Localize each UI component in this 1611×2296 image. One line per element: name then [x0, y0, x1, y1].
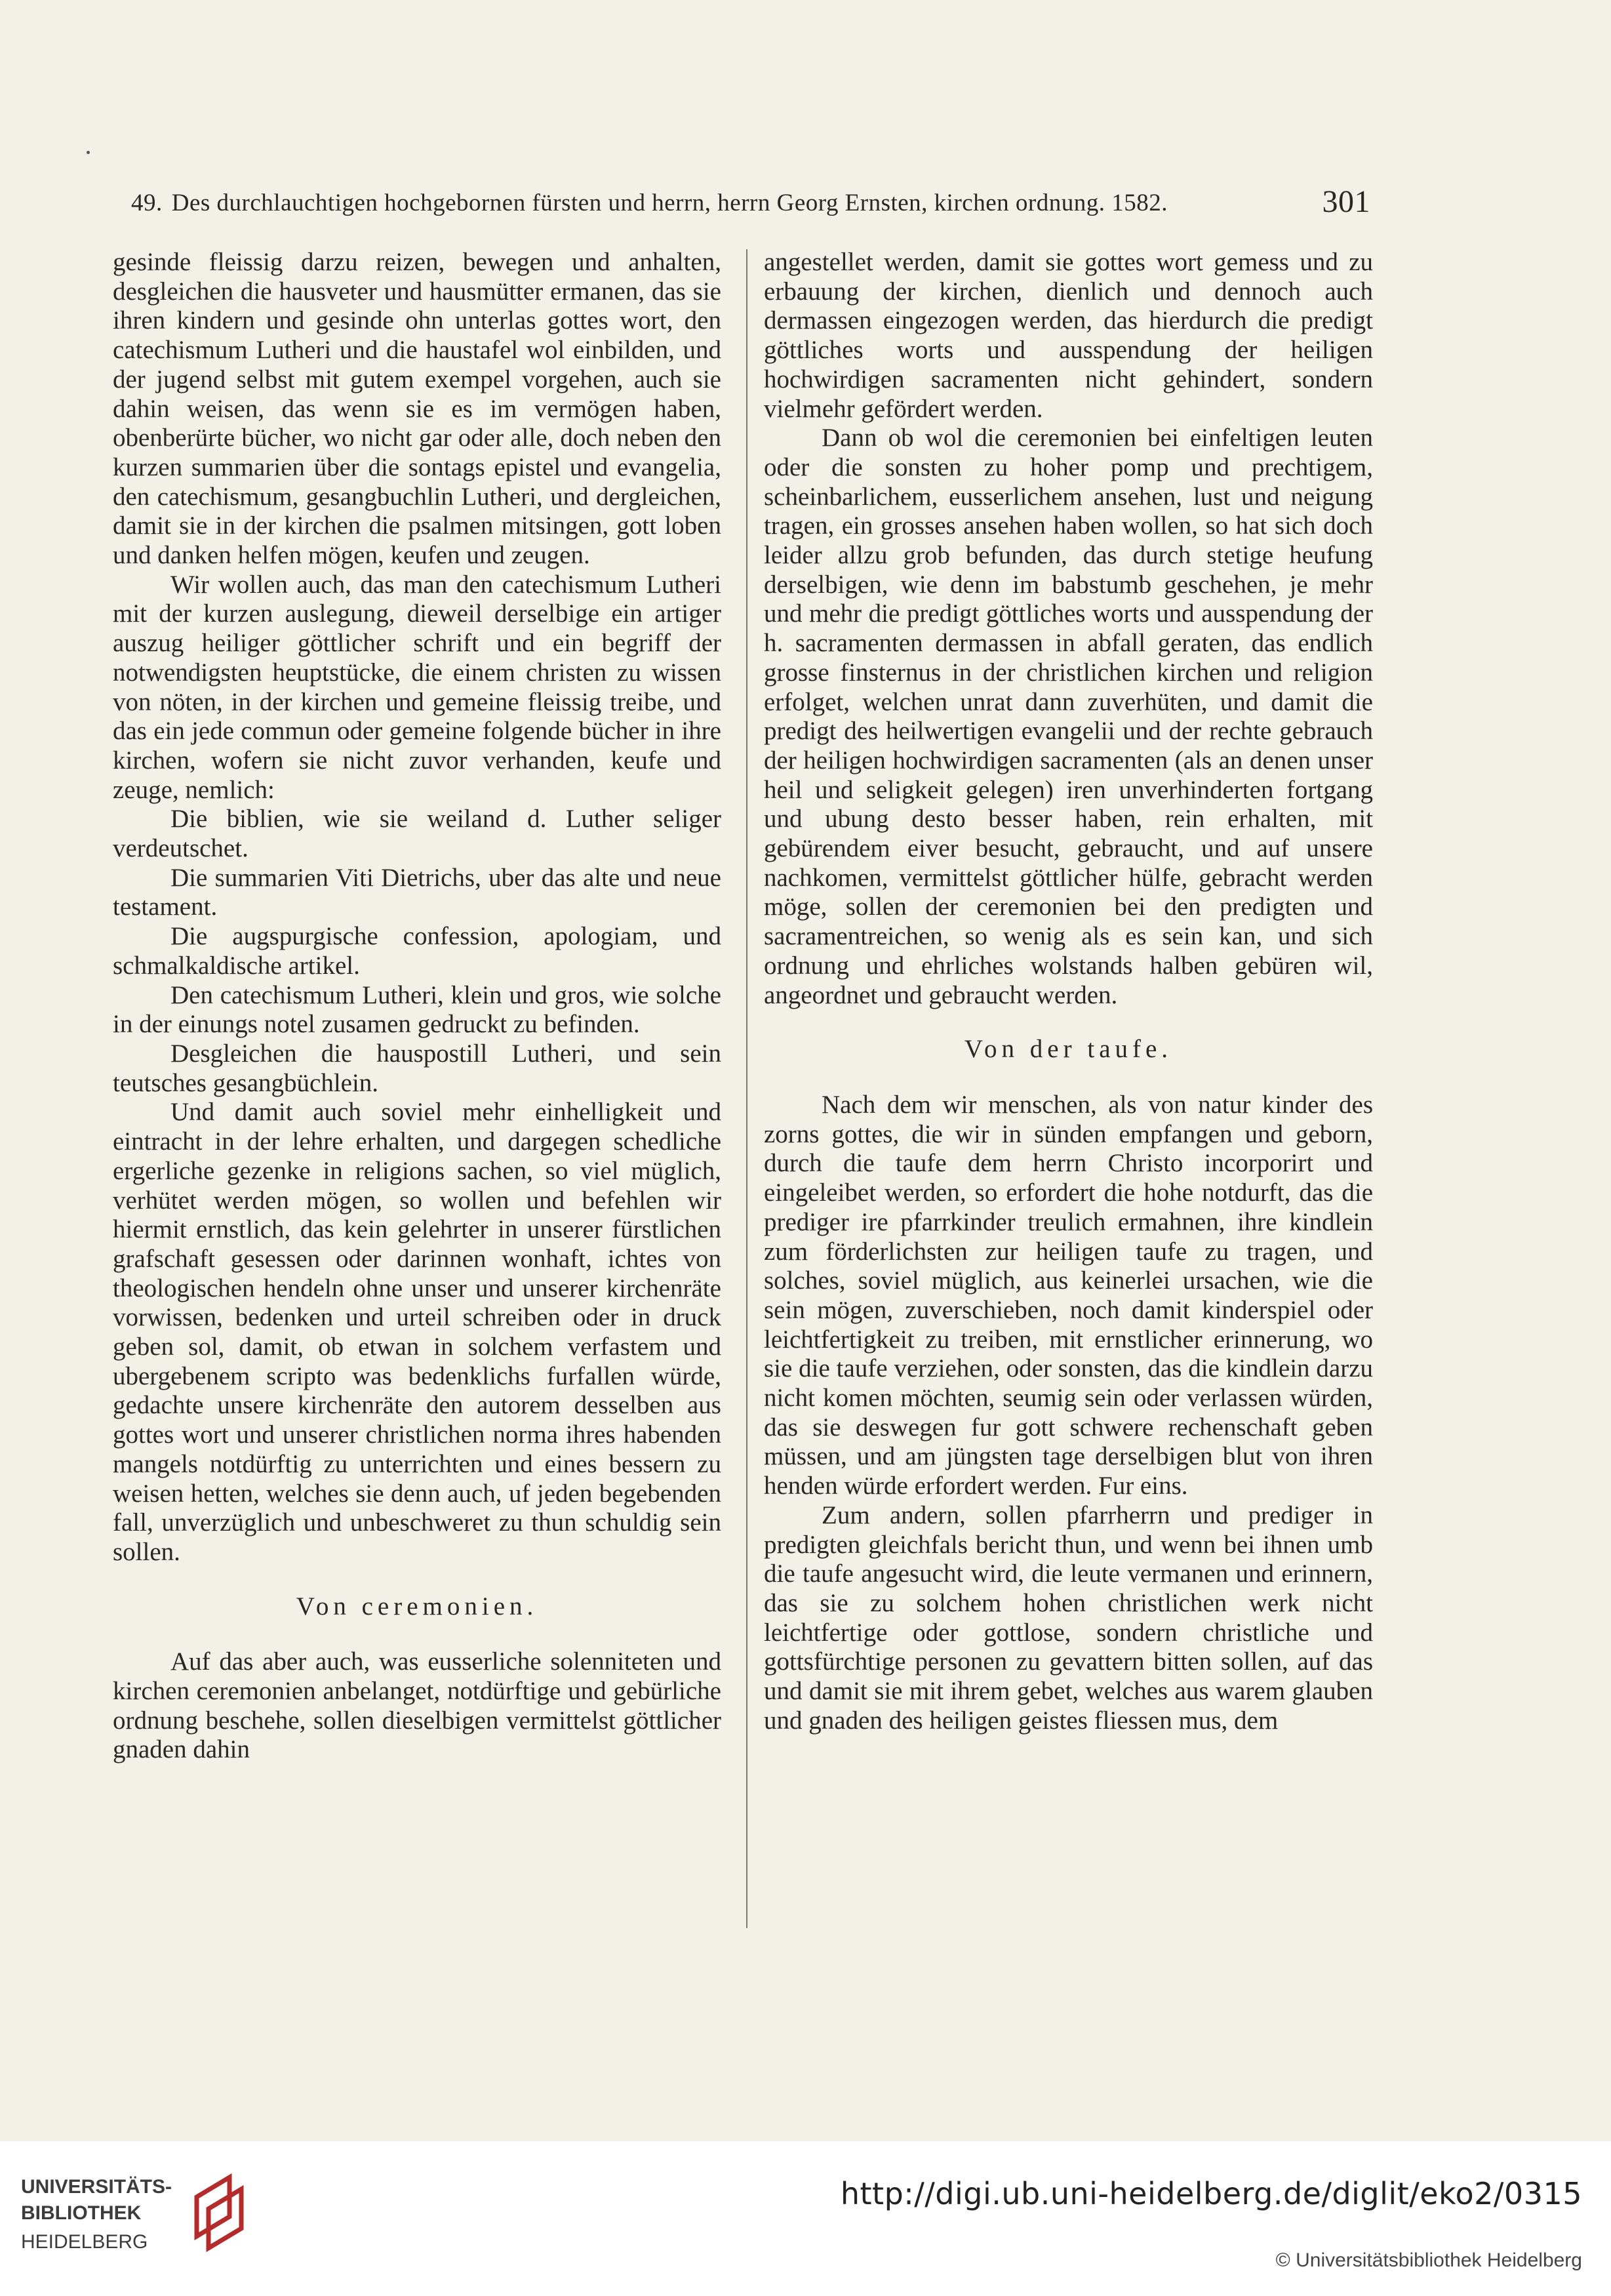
header-number: 49. [131, 190, 163, 216]
header-title: Des durchlauchtigen hochgebornen fürsten und herrn, herrn Georg Ernsten, kirchen ordnung. 1582. [171, 190, 1168, 216]
paragraph: Die biblien, wie sie weiland d. Luther seliger verdeutschet. [113, 805, 721, 863]
logo-line-3: HEIDELBERG [21, 2231, 148, 2253]
library-seal-icon [190, 2171, 248, 2263]
column-divider [746, 249, 747, 1928]
logo-line-1: UNIVERSITÄTS- [21, 2176, 172, 2198]
paragraph: Den catechismum Lutheri, klein und gros, wie solche in der einungs notel zusamen gedruckt zu befinden. [113, 980, 721, 1039]
paragraph: Und damit auch soviel mehr einhelligkeit und eintracht in der lehre erhalten, und dargegen schedliche ergerliche gezenke in religions sachen, so viel müglich, verhütet werden mögen, so wollen und befehlen wir hiermit ernstlich, das kein gelehrter in unserer fürstlichen grafschaft gesessen oder darinnen wonhaft, ichtes von theologischen hendeln ohne unser und unserer kirchenräte vorwissen, bedenken und urteil schreiben oder in druck geben sol, damit, ob etwan in solchem verfastem und ubergebenem scripto was bedenklichs furfallen würde, gedachte unsere kirchenräte den autorem desselben aus gottes wort und unserer christlichen norma ihres habenden mangels notdürftig zu unterrichten und eines bessern zu weisen hetten, welches sie denn auch, uf jeden begebenden fall, unverzüglich und unbeschweret zu thun schuldig sein sollen. [113, 1098, 721, 1566]
paragraph: Desgleichen die hauspostill Lutheri, und sein teutsches gesangbüchlein. [113, 1039, 721, 1097]
scan-speck [87, 151, 90, 154]
paragraph: Nach dem wir menschen, als von natur kinder des zorns gottes, die wir in sünden empfangen und geborn, durch die taufe dem herrn Christo incorporirt und eingeleibet werden, so erfordert die hohe notdurft, das die prediger ire pfarrkinder treulich ermahnen, ihre kindlein zum förderlichsten zur heiligen taufe zu tragen, und solches, soviel müglich, aus keinerlei ursachen, wie die sein mögen, zuverschieben, noch damit kinderspiel oder leichtfertigkeit zu treiben, mit ernstlicher erinnerung, wo sie die taufe verziehen, oder sonsten, das die kindlein darzu nicht komen möchten, seumig sein oder verlassen würden, das sie deswegen fur gott schwere rechenschaft geben müssen, und am jüngsten tage derselbigen blut von ihren henden würde erfordert werden. Fur eins. [764, 1090, 1373, 1500]
paragraph: gesinde fleissig darzu reizen, bewegen und anhalten, desgleichen die hausveter und hausmütter ermanen, das sie ihren kindern und gesinde ohn unterlas gottes wort, den catechismum Lutheri und die haustafel wol einbilden, und der jugend selbst mit gutem exempel vorgehen, auch sie dahin weisen, das wenn sie es im vermögen haben, obenberürte bücher, wo nicht gar oder alle, doch neben den kurzen summarien über die sontags epistel und evangelia, den catechismum, gesangbuchlin Lutheri, und dergleichen, damit sie in der kirchen die psalmen mitsingen, gott loben und danken helfen mögen, keufen und zeugen. [113, 248, 721, 570]
right-column [764, 248, 1373, 1735]
logo-line-2: BIBLIOTHEK [21, 2202, 142, 2224]
left-column [113, 248, 721, 1765]
page-number: 301 [1322, 184, 1370, 219]
paragraph: Auf das aber auch, was eusserliche solenniteten und kirchen ceremonien anbelanget, notdürftige und gebürliche ordnung beschehe, sollen dieselbigen vermittelst göttlicher gnaden dahin [113, 1647, 721, 1764]
running-header [131, 184, 1370, 219]
copyright-notice: © Universitätsbibliothek Heidelberg [1275, 2249, 1582, 2271]
library-logo [21, 2171, 244, 2276]
section-heading: Von der taufe. [964, 1035, 1173, 1064]
paragraph: Die summarien Viti Dietrichs, uber das alte und neue testament. [113, 863, 721, 921]
permalink[interactable]: http://digi.ub.uni-heidelberg.de/diglit/eko2/0315 [840, 2176, 1582, 2211]
paragraph: Dann ob wol die ceremonien bei einfeltigen leuten oder die sonsten zu hoher pomp und prechtigem, scheinbarlichem, eusserlichem ansehen, lust und neigung tragen, ein grosses ansehen haben wollen, so hat sich doch leider allzu grob befunden, das durch stetige heufung derselbigen, wie denn im babstumb geschehen, je mehr und mehr die predigt göttliches worts und ausspendung der h. sacramenten dermassen in abfall geraten, das endlich grosse finsternus in der christlichen kirchen und religion erfolget, welchen unrat dann zuverhüten, und damit die predigt des heilwertigen evangelii und der rechte gebrauch der heiligen hochwirdigen sacramenten (als an denen unser heil und seligkeit gelegen) iren unverhinderten fortgang und ubung desto besser haben, rein erhalten, mit gebürendem eiver besucht, gebraucht, und auf unsere nachkomen, vermittelst göttlicher hülfe, gebracht werden möge, sollen der ceremonien bei den predigten und sacramentreichen, so wenig als es sein kan, und sich ordnung und ehrliches wolstands halben gebüren wil, angeordnet und gebraucht werden. [764, 424, 1373, 1009]
paragraph: Zum andern, sollen pfarrherrn und prediger in predigten gleichfals bericht thun, und wenn bei ihnen umb die taufe angesucht wird, die leute vermanen und erinnern, das sie zu solchem hohen christlichen werk nicht leichtfertige oder gottlose, sondern christliche und gottsfürchtige personen zu gevattern bitten sollen, auf das und damit sie mit ihrem gebet, welches aus warem glauben und gnaden des heiligen geistes fliessen mus, dem [764, 1500, 1373, 1735]
paragraph: Wir wollen auch, das man den catechismum Lutheri mit der kurzen auslegung, dieweil derselbige ein artiger auszug heiliger göttlicher schrift und ein begriff der notwendigsten heuptstücke, die einem christen zu wissen von nöten, in der kirchen und gemeine fleissig treibe, und das ein jede commun oder gemeine folgende bücher in ihre kirchen, wofern sie nicht zuvor verhanden, keufe und zeuge, nemlich: [113, 570, 721, 804]
paragraph: Die augspurgische confession, apologiam, und schmalkaldische artikel. [113, 922, 721, 980]
paragraph: angestellet werden, damit sie gottes wort gemess und zu erbauung der kirchen, dienlich und dennoch auch dermassen eingezogen werden, das hierdurch die predigt göttliches worts und ausspendung der heiligen hochwirdigen sacramenten nicht gehindert, sondern vielmehr gefördert werden. [764, 248, 1373, 423]
section-heading: Von ceremonien. [296, 1592, 538, 1621]
